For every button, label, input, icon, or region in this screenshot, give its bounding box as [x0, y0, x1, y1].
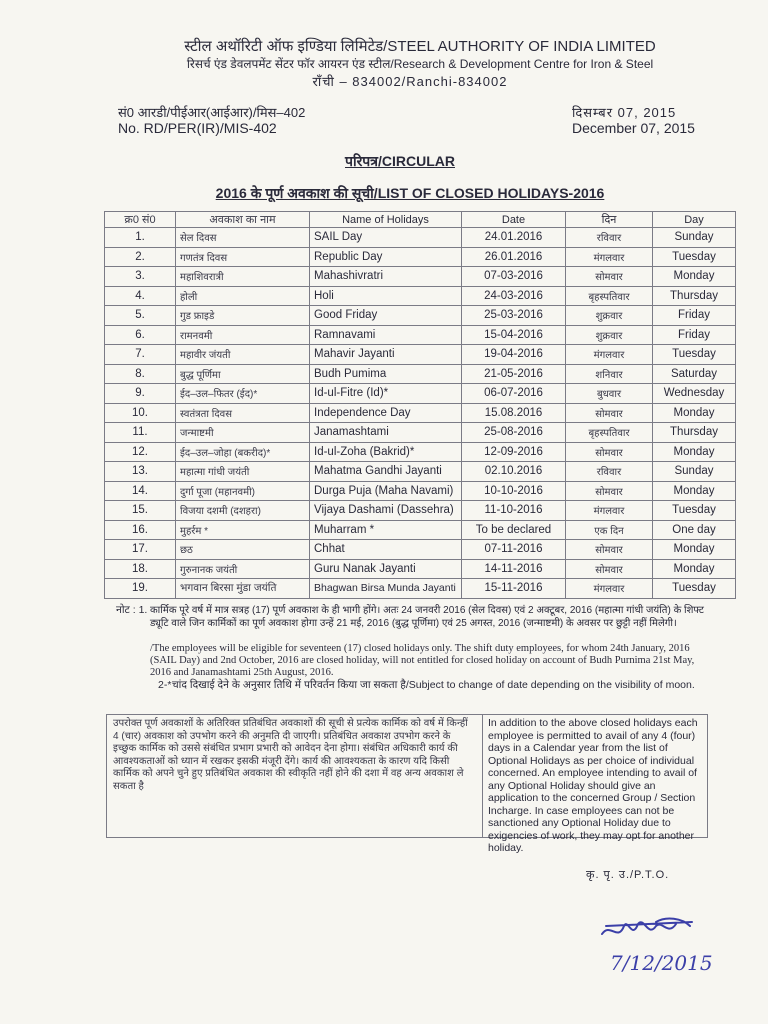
cell-day-hindi: सोमवार [566, 267, 653, 287]
cell-sno: 19. [105, 579, 176, 599]
cell-date: 06-07-2016 [462, 384, 566, 404]
cell-day-hindi: एक दिन [566, 520, 653, 540]
table-row [105, 442, 736, 462]
cell-name-hindi: सेल दिवस [176, 228, 310, 248]
cell-date: 10-10-2016 [462, 481, 566, 501]
cell-sno: 8. [105, 364, 176, 384]
table-row [105, 481, 736, 501]
cell-day-hindi: बृहस्पतिवार [566, 286, 653, 306]
note-label: नोट : 1. [116, 604, 148, 616]
signature-date: 7/12/2015 [610, 951, 713, 975]
optional-holiday-english: In addition to the above closed holidays each employee is permitted to avail of any 4 (four) days in a Calendar year from the list of Optional Holidays as per choice of individual concerned. An employee intending to avail of any Optional Holiday should give an application to the concerned Group / Section Incharge. In case employees can not be sanctioned any Optional Holiday due to exigencies of work, they may opt for another holiday. [488, 717, 698, 854]
table-row [105, 501, 736, 521]
cell-name-english: Mahashivratri [310, 267, 462, 287]
table-row [105, 384, 736, 404]
cell-name-english: Holi [310, 286, 462, 306]
cell-name-hindi: जन्माष्टमी [176, 423, 310, 443]
note2-text: चांद दिखाई देने के अनुसार तिथि में परिवर्तन किया जा सकता है/Subject to change of date depending on the visibility of moon. [172, 679, 695, 691]
optional-holiday-hindi: उपरोक्त पूर्ण अवकाशों के अतिरिक्त प्रतिबंधित अवकाशों की सूची से प्रत्येक कार्मिक को वर्ष में किन्हीं 4 (चार) अवकाश को उपभोग करने की अनुमति दी जाएगी। प्रतिबंधित अवकाश उपभोग करने के इच्छुक कार्मिक को उससे संबंधित प्रभाग प्रभारी को आवेदन देना होगा। संबंधित अधिकारी कार्य की आवश्यकताओं को ध्यान में रखकर इसकी मंजूरी देंगे। कार्य की आवश्यकता के कारण यदि किसी कार्मिक को अपने चुने हुए प्रतिबंधित अवकाश की स्वीकृति नहीं होने की दशा में वह अन्य अवकाश ले सकता है [107, 715, 483, 837]
cell-name-english: Guru Nanak Jayanti [310, 559, 462, 579]
cell-name-hindi: महात्मा गांधी जयंती [176, 462, 310, 482]
header-sno: क्र0 सं0 [105, 212, 176, 228]
cell-name-hindi: दुर्गा पूजा (महानवमी) [176, 481, 310, 501]
cell-name-hindi: ईद–उल–फितर (ईद)* [176, 384, 310, 404]
cell-name-hindi: स्वतंत्रता दिवस [176, 403, 310, 423]
cell-name-hindi: गुरुनानक जयंती [176, 559, 310, 579]
cell-name-english: Muharram * [310, 520, 462, 540]
cell-day-hindi: मंगलवार [566, 345, 653, 365]
cell-day: Monday [653, 559, 736, 579]
cell-date: 21-05-2016 [462, 364, 566, 384]
header-name-hindi: अवकाश का नाम [176, 212, 310, 228]
cell-sno: 14. [105, 481, 176, 501]
table-row [105, 364, 736, 384]
reference-number: No. RD/PER(IR)/MIS-402 [118, 120, 277, 136]
cell-day-hindi: मंगलवार [566, 501, 653, 521]
cell-day-hindi: बुधवार [566, 384, 653, 404]
cell-sno: 18. [105, 559, 176, 579]
cell-day: Tuesday [653, 579, 736, 599]
table-row [105, 247, 736, 267]
note2-label: 2-* [158, 679, 172, 691]
cell-name-english: SAIL Day [310, 228, 462, 248]
cell-date: 12-09-2016 [462, 442, 566, 462]
cell-day: Monday [653, 403, 736, 423]
cell-date: 15.08.2016 [462, 403, 566, 423]
header-day-hindi: दिन [566, 212, 653, 228]
cell-date: 02.10.2016 [462, 462, 566, 482]
table-row [105, 345, 736, 365]
cell-date: 14-11-2016 [462, 559, 566, 579]
table-row [105, 559, 736, 579]
table-row [105, 267, 736, 287]
optional-holiday-box [106, 714, 708, 854]
cell-day: Wednesday [653, 384, 736, 404]
header-day: Day [653, 212, 736, 228]
cell-sno: 5. [105, 306, 176, 326]
cell-day: Sunday [653, 228, 736, 248]
cell-sno: 11. [105, 423, 176, 443]
cell-day-hindi: मंगलवार [566, 247, 653, 267]
cell-name-hindi: भगवान बिरसा मुंडा जयंति [176, 579, 310, 599]
cell-day: Sunday [653, 462, 736, 482]
cell-date: 25-03-2016 [462, 306, 566, 326]
table-row [105, 306, 736, 326]
table-row [105, 286, 736, 306]
cell-name-english: Good Friday [310, 306, 462, 326]
cell-date: 07-03-2016 [462, 267, 566, 287]
cell-name-english: Mahatma Gandhi Jayanti [310, 462, 462, 482]
cell-date: 24.01.2016 [462, 228, 566, 248]
cell-date: 24-03-2016 [462, 286, 566, 306]
cell-name-english: Budh Pumima [310, 364, 462, 384]
cell-date: 19-04-2016 [462, 345, 566, 365]
cell-name-hindi: गुड फ्राइडे [176, 306, 310, 326]
cell-sno: 12. [105, 442, 176, 462]
cell-day-hindi: मंगलवार [566, 579, 653, 599]
cell-date: To be declared [462, 520, 566, 540]
cell-name-english: Independence Day [310, 403, 462, 423]
cell-name-english: Durga Puja (Maha Navami) [310, 481, 462, 501]
table-row [105, 462, 736, 482]
cell-date: 07-11-2016 [462, 540, 566, 560]
cell-name-hindi: महाशिवरात्री [176, 267, 310, 287]
cell-sno: 6. [105, 325, 176, 345]
cell-date: 25-08-2016 [462, 423, 566, 443]
cell-day-hindi: रविवार [566, 228, 653, 248]
cell-name-english: Republic Day [310, 247, 462, 267]
handwritten-signature [596, 912, 746, 982]
cell-day: Friday [653, 306, 736, 326]
cell-day: One day [653, 520, 736, 540]
cell-day-hindi: सोमवार [566, 403, 653, 423]
cell-day: Thursday [653, 286, 736, 306]
cell-sno: 16. [105, 520, 176, 540]
holiday-table [104, 211, 736, 599]
cell-name-hindi: रामनवमी [176, 325, 310, 345]
table-row [105, 520, 736, 540]
org-name: स्टील अथॉरिटी ऑफ इण्डिया लिमिटेड/STEEL AUTHORITY OF INDIA LIMITED [184, 38, 656, 55]
note1-english: /The employees will be eligible for seventeen (17) closed holidays only. The shift duty employees, for whom 24th January, 2016 (SAIL Day) and 2nd October, 2016 are closed holiday, will not entitled for closed holiday on account of Budh Purnima 21st May, 2016 and Janamashtami 25th August, 2016. [150, 643, 695, 678]
cell-day: Friday [653, 325, 736, 345]
cell-sno: 13. [105, 462, 176, 482]
cell-name-hindi: मुहर्रम * [176, 520, 310, 540]
table-row [105, 228, 736, 248]
header-name-english: Name of Holidays [310, 212, 462, 228]
header-date: Date [462, 212, 566, 228]
cell-day-hindi: बृहस्पतिवार [566, 423, 653, 443]
cell-name-english: Ramnavami [310, 325, 462, 345]
cell-day-hindi: रविवार [566, 462, 653, 482]
table-row [105, 540, 736, 560]
cell-date: 15-04-2016 [462, 325, 566, 345]
table-header-row [105, 212, 736, 228]
cell-day-hindi: शुक्रवार [566, 325, 653, 345]
cell-day: Saturday [653, 364, 736, 384]
cell-name-english: Chhat [310, 540, 462, 560]
circular-title: परिपत्र/CIRCULAR [345, 153, 455, 169]
cell-name-english: Janamashtami [310, 423, 462, 443]
cell-day-hindi: शुक्रवार [566, 306, 653, 326]
cell-day-hindi: सोमवार [566, 559, 653, 579]
cell-day-hindi: शनिवार [566, 364, 653, 384]
cell-day: Monday [653, 481, 736, 501]
cell-sno: 7. [105, 345, 176, 365]
cell-name-english: Vijaya Dashami (Dassehra) [310, 501, 462, 521]
note1-hindi: कार्मिक पूरे वर्ष में मात्र सत्रह (17) पूर्ण अवकाश के ही भागी होंगे। अतः 24 जनवरी 2016 (सेल दिवस) एवं 2 अक्टूबर, 2016 (महात्मा गांधी जयंति) के शिफ्ट ड्यूटि वाले जिन कार्मिकों का पूर्ण अवकाश होगा उन्हें 21 मई, 2016 (बुद्ध पूर्णिमा) एवं 25 अगस्त, 2016 (जन्माष्टमी) के अवसर पर छुट्टी नहीं मिलेगी। [150, 605, 704, 629]
cell-name-hindi: विजया दशमी (दशहरा) [176, 501, 310, 521]
pto-label: कृ. पृ. उ./P.T.O. [586, 869, 670, 881]
cell-name-hindi: छठ [176, 540, 310, 560]
cell-name-hindi: महावीर जंयती [176, 345, 310, 365]
cell-name-english: Id-ul-Zoha (Bakrid)* [310, 442, 462, 462]
cell-name-english: Bhagwan Birsa Munda Jayanti [310, 579, 462, 599]
table-row [105, 423, 736, 443]
cell-day: Tuesday [653, 501, 736, 521]
cell-sno: 15. [105, 501, 176, 521]
cell-name-hindi: बुद्ध पूर्णिमा [176, 364, 310, 384]
cell-name-hindi: गणतंत्र दिवस [176, 247, 310, 267]
org-unit: रिसर्च एंड डेवलपमेंट सेंटर फॉर आयरन एंड स्टील/Research & Development Centre for Iron & Steel [186, 57, 654, 71]
table-row [105, 403, 736, 423]
cell-day: Tuesday [653, 247, 736, 267]
cell-day: Monday [653, 267, 736, 287]
cell-day-hindi: सोमवार [566, 481, 653, 501]
cell-name-hindi: होली [176, 286, 310, 306]
cell-sno: 2. [105, 247, 176, 267]
cell-day: Monday [653, 442, 736, 462]
cell-day: Monday [653, 540, 736, 560]
cell-sno: 3. [105, 267, 176, 287]
cell-sno: 9. [105, 384, 176, 404]
org-address: राँची – 834002/Ranchi-834002 [312, 74, 508, 89]
table-row [105, 325, 736, 345]
cell-day: Tuesday [653, 345, 736, 365]
cell-date: 15-11-2016 [462, 579, 566, 599]
cell-sno: 17. [105, 540, 176, 560]
cell-sno: 4. [105, 286, 176, 306]
cell-day-hindi: सोमवार [566, 540, 653, 560]
cell-day-hindi: सोमवार [566, 442, 653, 462]
cell-name-hindi: ईद–उल–जोहा (बकरीद)* [176, 442, 310, 462]
date-hindi: दिसम्बर 07, 2015 [572, 105, 677, 120]
cell-sno: 1. [105, 228, 176, 248]
cell-name-english: Mahavir Jayanti [310, 345, 462, 365]
date: December 07, 2015 [572, 120, 695, 136]
cell-sno: 10. [105, 403, 176, 423]
cell-name-english: Id-ul-Fitre (Id)* [310, 384, 462, 404]
cell-day: Thursday [653, 423, 736, 443]
list-title: 2016 के पूर्ण अवकाश की सूची/LIST OF CLOSED HOLIDAYS-2016 [215, 185, 605, 201]
table-row [105, 579, 736, 599]
cell-date: 26.01.2016 [462, 247, 566, 267]
reference-number-hindi: सं0 आरडी/पीईआर(आईआर)/मिस–402 [118, 105, 306, 120]
cell-date: 11-10-2016 [462, 501, 566, 521]
